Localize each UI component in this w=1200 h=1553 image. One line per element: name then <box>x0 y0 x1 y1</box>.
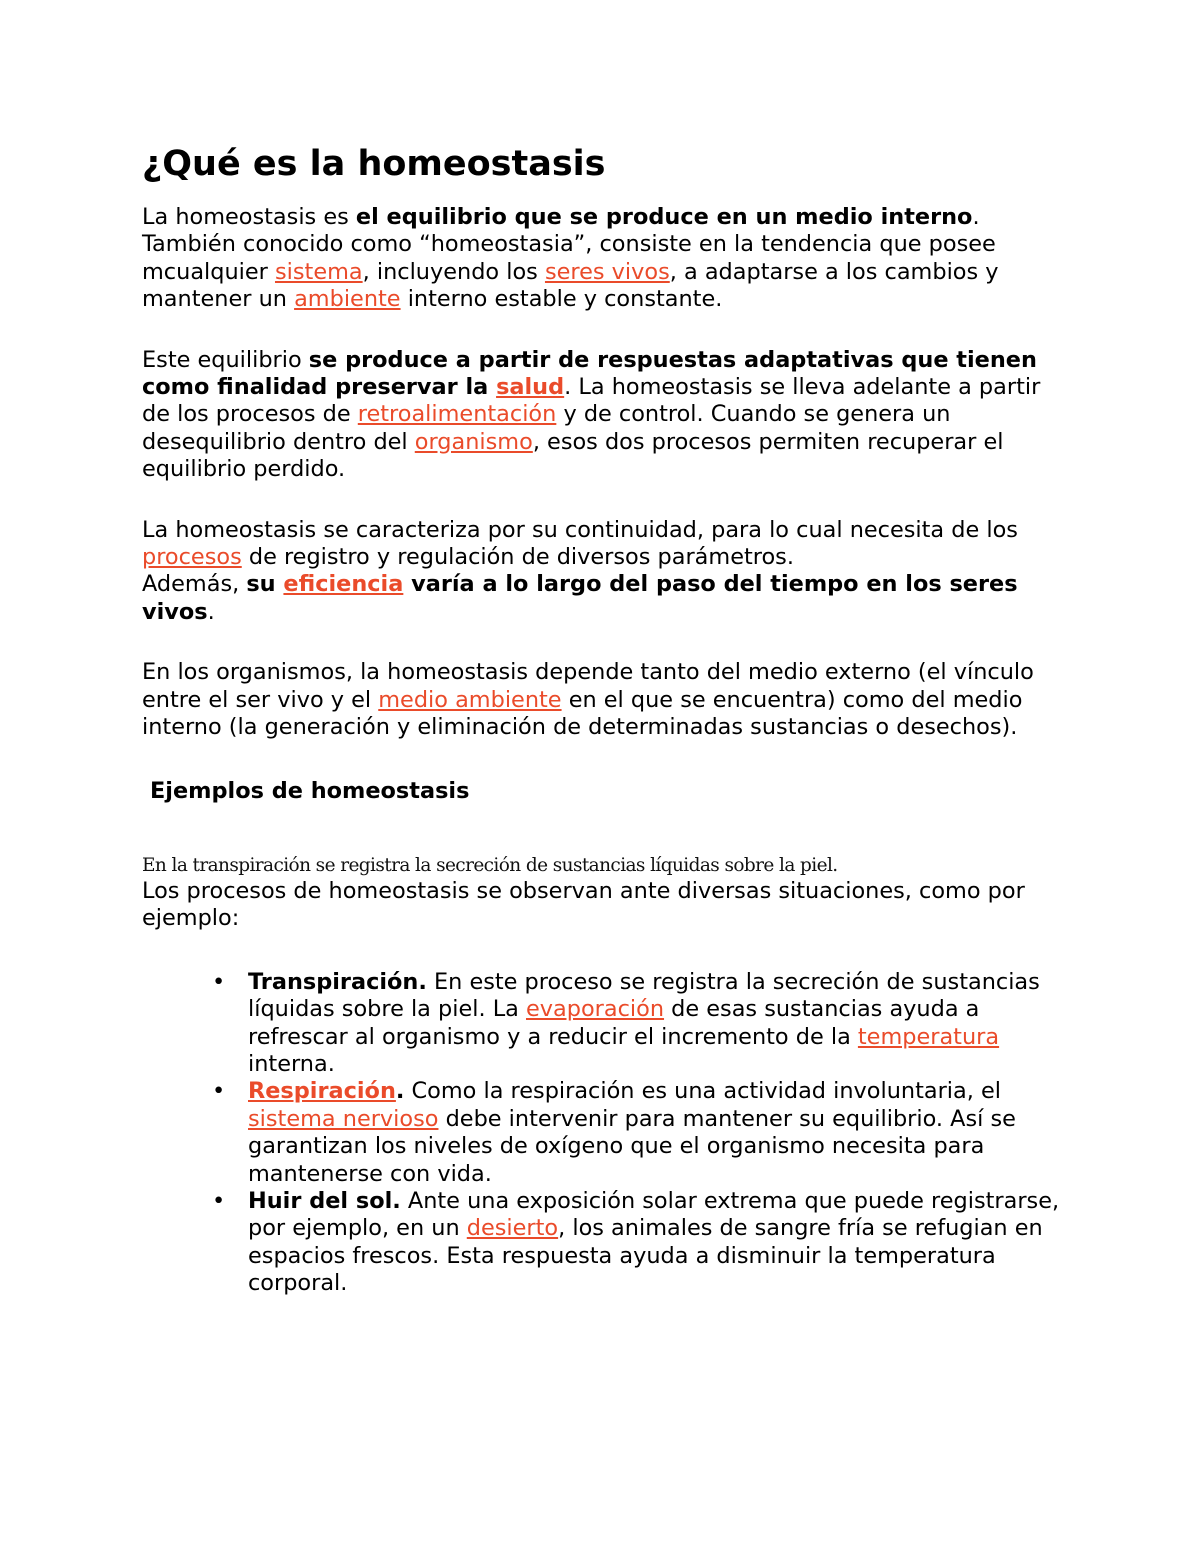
text: y de control. Cuando se genera un desequilibrio dentro del <box>142 401 951 455</box>
bullet: • <box>212 1187 226 1214</box>
link-sistema-nervioso[interactable]: sistema nervioso <box>248 1105 439 1132</box>
page-title: ¿Qué es la homeostasis <box>142 144 606 184</box>
bold-text: su <box>246 571 284 598</box>
link-sistema[interactable]: sistema <box>274 258 363 285</box>
bullet: • <box>212 1078 226 1105</box>
link-desierto[interactable]: desierto <box>466 1215 559 1242</box>
text: . También conocido como “homeostasia”, consiste en la tendencia que posee mcualquier <box>142 204 996 285</box>
text: en el que se encuentra) como del medio interno (la generación y eliminación de determinadas sustancias o desechos). <box>142 686 1023 741</box>
link-procesos[interactable]: procesos <box>142 544 242 571</box>
link-organismo[interactable]: organismo <box>414 428 533 455</box>
paragraph-organisms <box>142 659 1072 741</box>
link-medio-ambiente[interactable]: medio ambiente <box>378 686 562 713</box>
text: de registro y regulación de diversos parámetros. <box>241 544 794 571</box>
text: Como la respiración es una actividad involuntaria, el <box>404 1078 1001 1105</box>
link-ambiente[interactable]: ambiente <box>294 286 401 313</box>
link-temperatura[interactable]: temperatura <box>857 1023 1000 1050</box>
link-evaporacion[interactable]: evaporación <box>526 996 665 1023</box>
text: interna. <box>248 1050 335 1077</box>
bold-text: el equilibrio que se produce en un medio interno <box>355 204 973 230</box>
item-label: Transpiración. <box>248 968 427 995</box>
list-item-respiracion <box>142 1078 1072 1188</box>
text: Ante una exposición solar extrema que puede registrarse, por ejemplo, en un <box>248 1187 1060 1242</box>
link-eficiencia[interactable]: eficiencia <box>283 571 404 598</box>
list-item-transpiracion <box>142 969 1072 1079</box>
item-label-dot: . <box>395 1078 405 1105</box>
text: . <box>207 598 215 625</box>
paragraph-definition <box>142 204 1072 314</box>
link-respiracion[interactable]: Respiración <box>248 1078 396 1105</box>
item-label: Huir del sol. <box>248 1187 401 1214</box>
text: . La homeostasis se lleva adelante a partir de los procesos de <box>142 374 1041 428</box>
text: de esas sustancias ayuda a refrescar al organismo y a reducir el incremento de la <box>248 996 980 1050</box>
text: , a adaptarse a los cambios y mantener un <box>142 258 999 313</box>
text: La homeostasis es <box>142 204 356 230</box>
text: , los animales de sangre fría se refugian en espacios frescos. Esta respuesta ayuda a disminuir la temperatura corporal. <box>248 1215 1043 1297</box>
text: , esos dos procesos permiten recuperar el equilibrio perdido. <box>142 428 1004 483</box>
bold-text: se produce a partir de respuestas adaptativas que tienen como finalidad preservar la <box>142 346 1037 401</box>
paragraph-continuity <box>142 517 1072 627</box>
link-retroalimentacion[interactable]: retroalimentación <box>357 401 557 428</box>
text: Este equilibrio <box>142 346 309 373</box>
link-salud[interactable]: salud <box>496 374 565 401</box>
section-heading: Ejemplos de homeostasis <box>150 777 470 804</box>
bullet: • <box>212 968 226 995</box>
bold-text: varía a lo largo del paso del tiempo en los seres vivos <box>142 571 1018 625</box>
text: interno estable y constante. <box>400 286 723 313</box>
text: En este proceso se registra la secreción de sustancias líquidas sobre la piel. La <box>248 968 1040 1023</box>
text: Además, <box>142 571 247 598</box>
document-content <box>142 142 1072 1298</box>
paragraph-equilibrium <box>142 347 1072 484</box>
examples-list <box>142 969 1072 1298</box>
list-item-huir-del-sol <box>142 1188 1072 1298</box>
text: debe intervenir para mantener su equilibrio. Así se garantizan los niveles de oxígeno que el organismo necesita para mantenerse con vida. <box>248 1105 1016 1187</box>
text: La homeostasis se caracteriza por su continuidad, para lo cual necesita de los <box>142 516 1018 543</box>
text: , incluyendo los <box>362 258 545 285</box>
paragraph-intro: Los procesos de homeostasis se observan ante diversas situaciones, como por ejemplo: <box>142 877 1025 932</box>
image-caption-text: En la transpiración se registra la secreción de sustancias líquidas sobre la piel. <box>142 854 838 876</box>
text: En los organismos, la homeostasis depende tanto del medio externo (el vínculo entre el ser vivo y el <box>142 659 1034 713</box>
link-seres-vivos[interactable]: seres vivos <box>544 258 670 285</box>
